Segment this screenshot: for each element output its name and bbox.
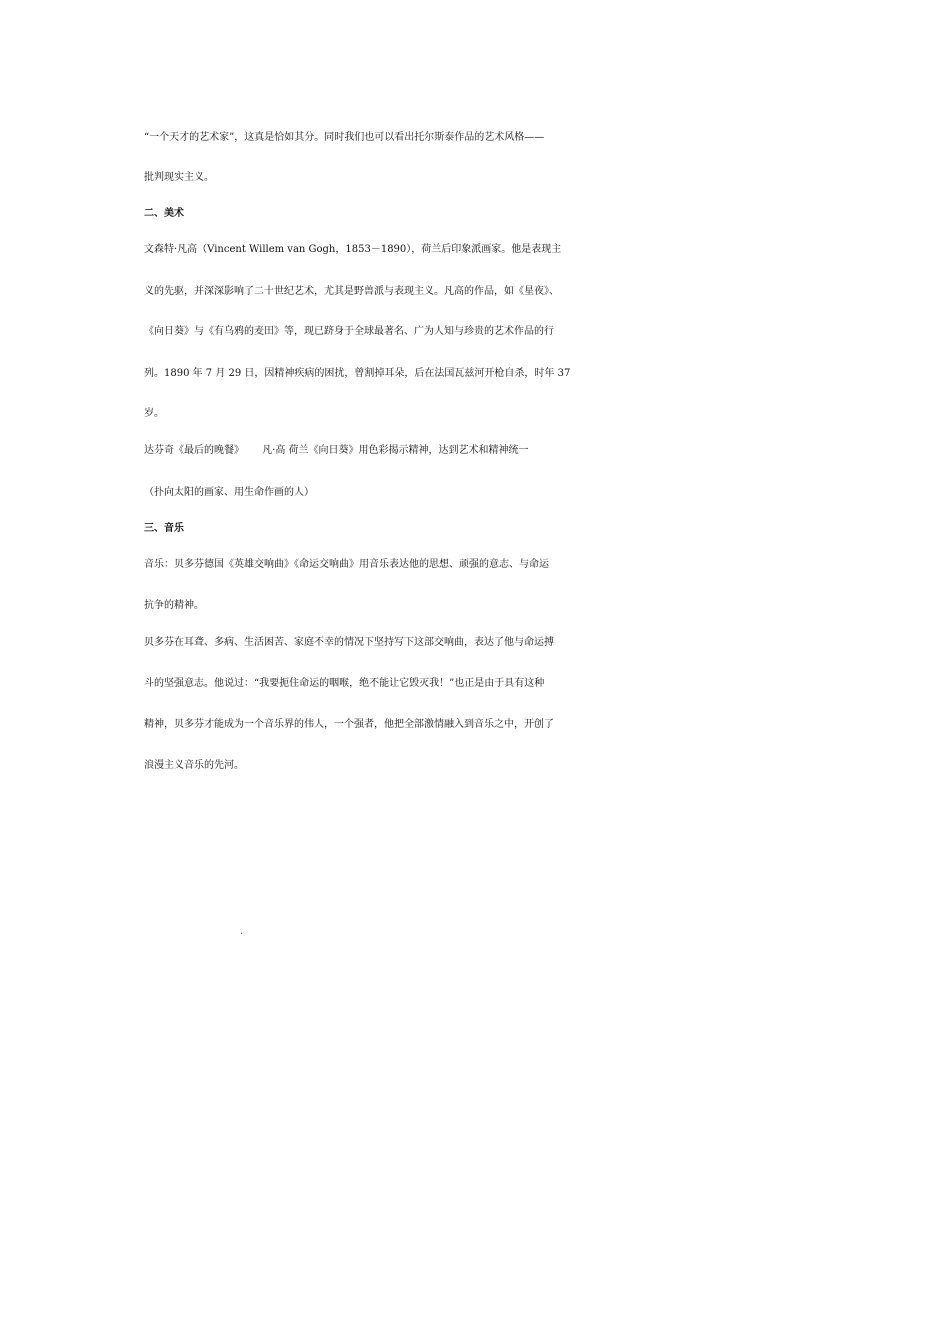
section-heading-art: 二、美术 xyxy=(144,208,184,219)
paragraph-line: 《向日葵》与《有乌鸦的麦田》等，现已跻身于全球最著名、广为人知与珍贵的艺术作品的行 xyxy=(144,326,554,337)
paragraph-line: 抗争的精神。 xyxy=(144,600,204,611)
paragraph-line: 斗的坚强意志。他说过：“我要扼住命运的咽喉，绝不能让它毁灭我！”也正是由于具有这种 xyxy=(144,678,545,689)
paragraph-line: 批判现实主义。 xyxy=(144,172,214,183)
paragraph-line: 音乐：贝多芬德国《英雄交响曲》《命运交响曲》用音乐表达他的思想、顽强的意志、与命运 xyxy=(144,559,549,570)
paragraph-line: 达芬奇《最后的晚餐》 凡·高 荷兰《向日葵》用色彩揭示精神，达到艺术和精神统一 xyxy=(144,445,529,456)
section-heading-music: 三、音乐 xyxy=(144,523,184,534)
paragraph-line: 贝多芬在耳聋、多病、生活困苦、家庭不幸的情况下坚持写下这部交响曲，表达了他与命运搏 xyxy=(144,637,554,648)
paragraph-line: 浪漫主义音乐的先河。 xyxy=(144,760,244,771)
paragraph-line: 列。1890 年 7 月 29 日，因精神疾病的困扰，曾割掉耳朵，后在法国瓦兹河开枪自杀，时年 37 xyxy=(144,368,571,379)
paragraph-line: 文森特·凡高（Vincent Willem van Gogh，1853－1890），荷兰后印象派画家。他是表现主 xyxy=(144,244,562,255)
paragraph-line: “一个天才的艺术家”，这真是恰如其分。同时我们也可以看出托尔斯泰作品的艺术风格—— xyxy=(144,132,545,143)
paragraph-line: 义的先驱，并深深影响了二十世纪艺术，尤其是野兽派与表现主义。凡高的作品，如《星夜》、 xyxy=(144,286,559,297)
paragraph-line: （扑向太阳的画家、用生命作画的人） xyxy=(144,487,314,498)
stray-dot: . xyxy=(240,926,244,937)
paragraph-line: 岁。 xyxy=(144,408,164,419)
paragraph-line: 精神，贝多芬才能成为一个音乐界的伟人，一个强者，他把全部激情融入到音乐之中，开创了 xyxy=(144,719,554,730)
